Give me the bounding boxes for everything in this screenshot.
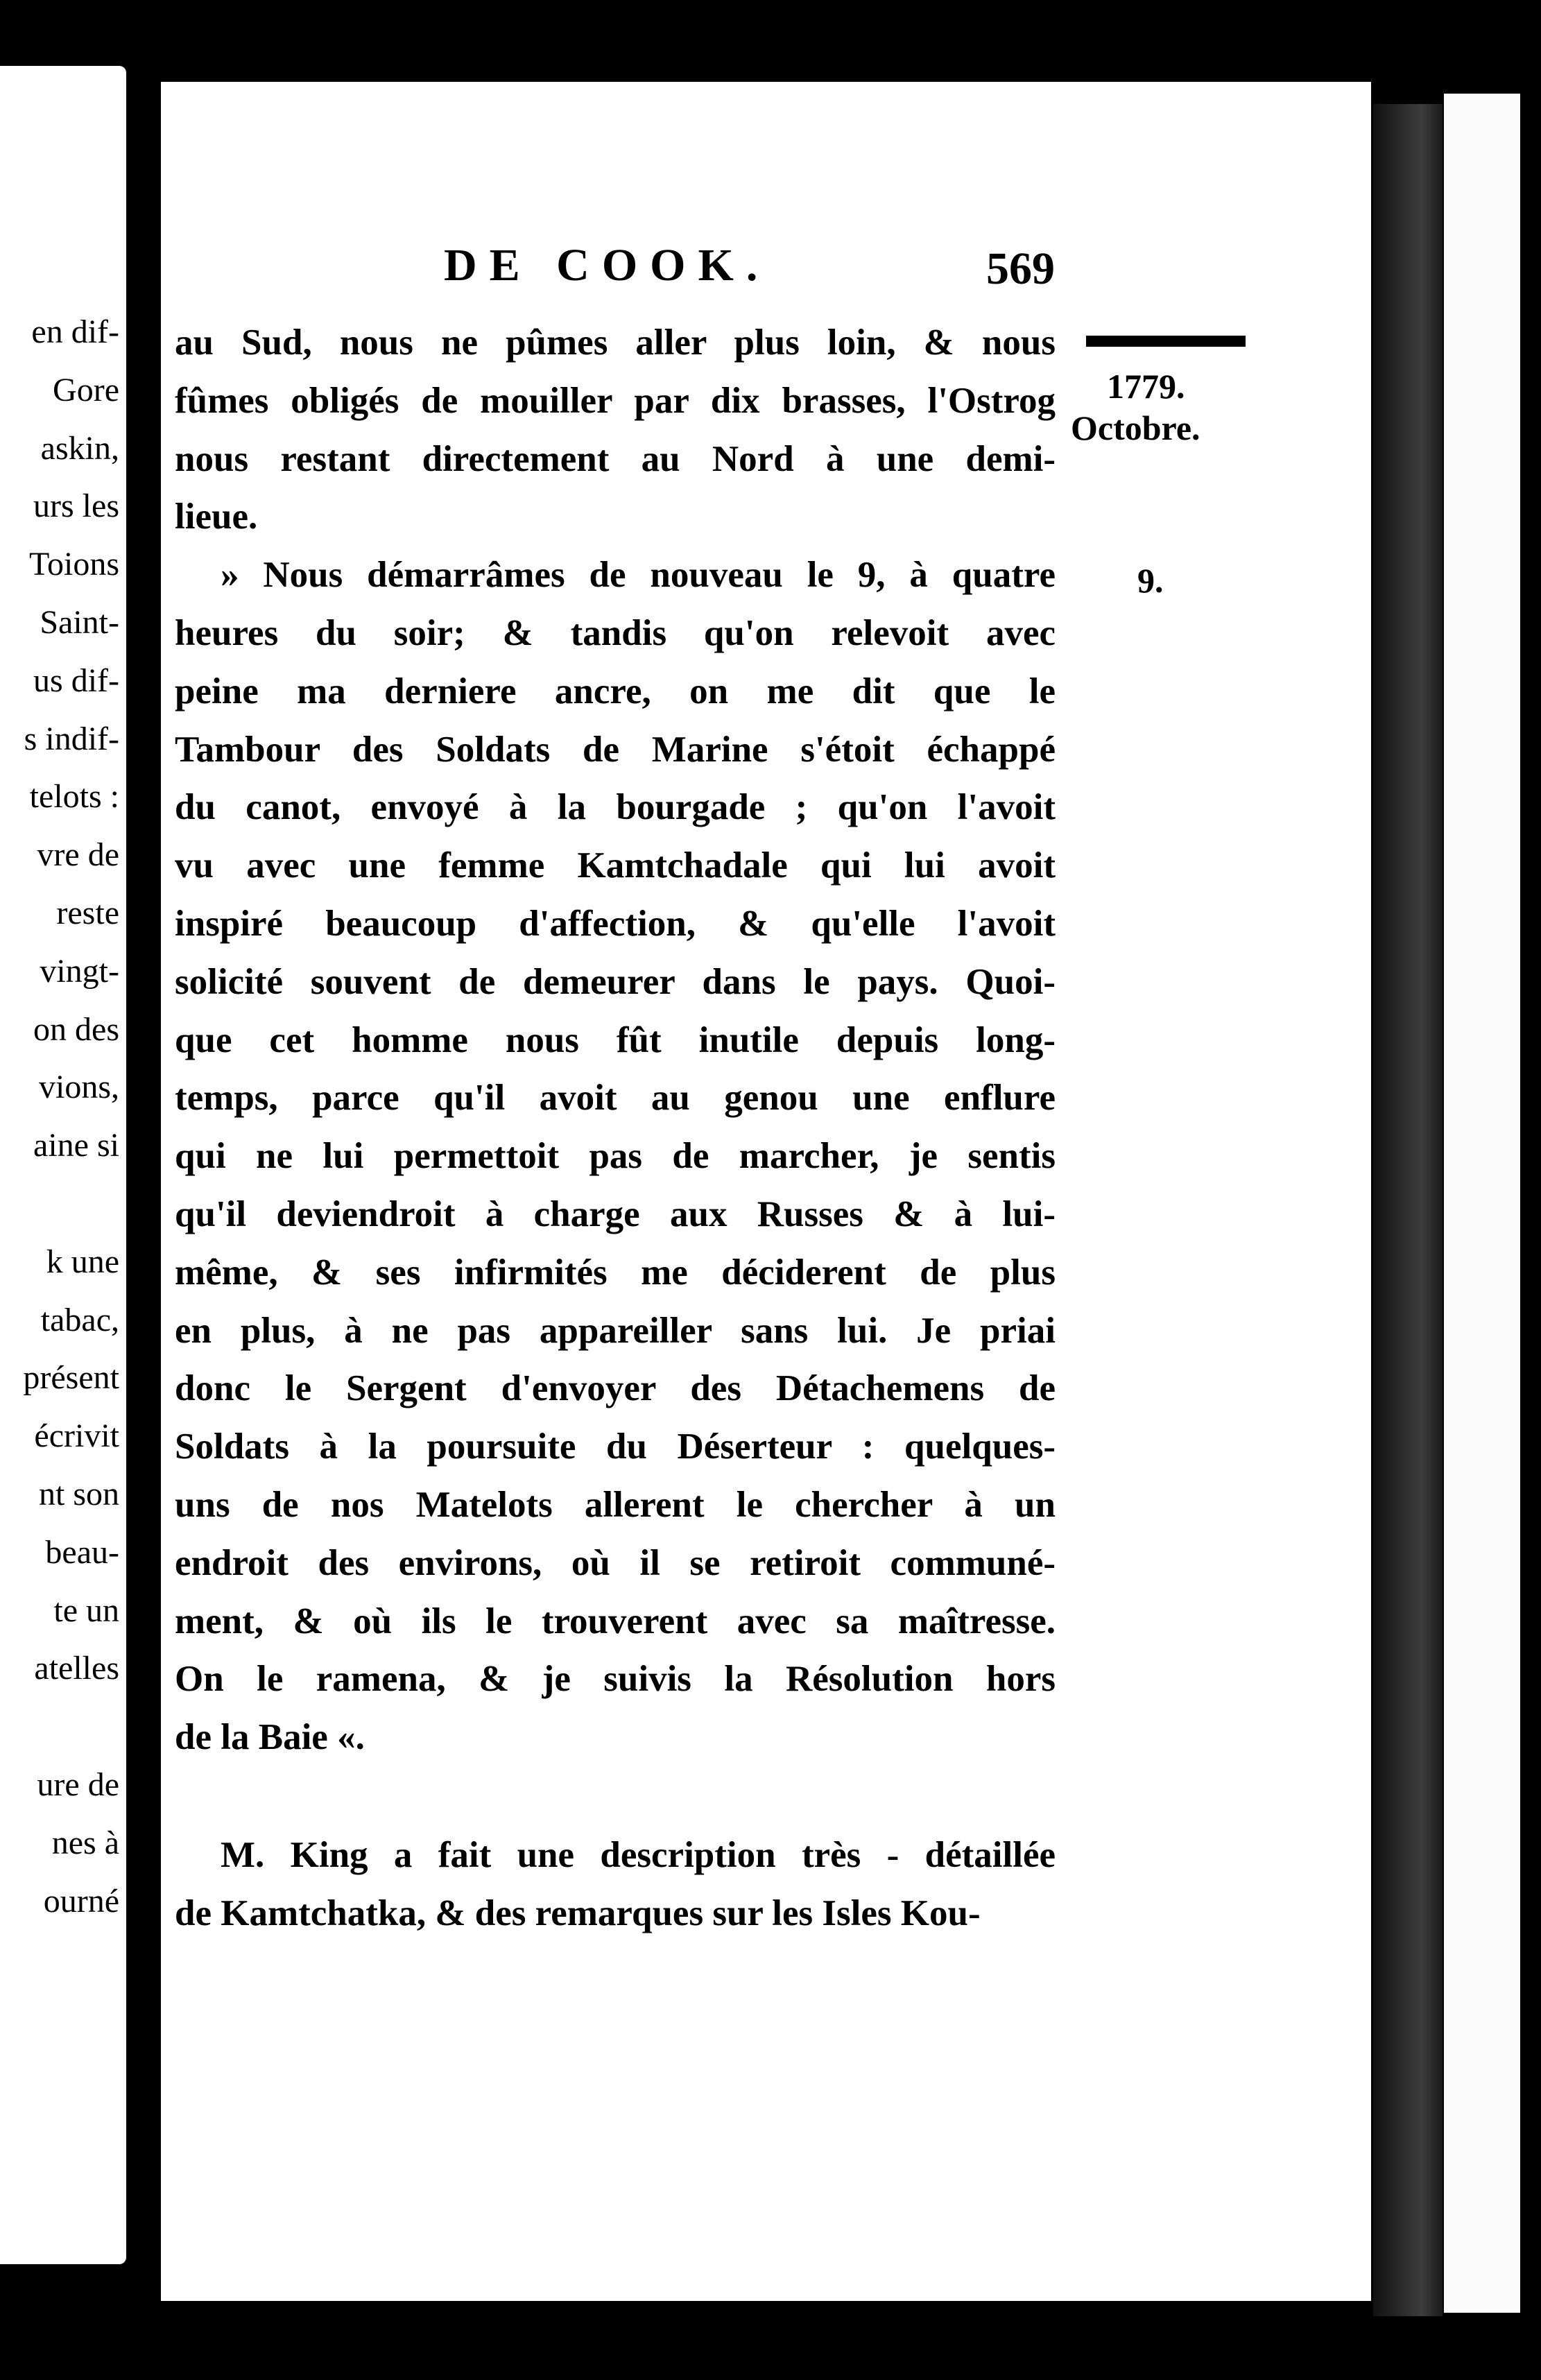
left-page-fragment: us dif- [33, 662, 119, 699]
left-page-fragment: reste [56, 895, 119, 931]
text-line: temps, parce qu'il avoit au genou une enflure [175, 1078, 1056, 1119]
left-page-fragment: te un [53, 1592, 119, 1629]
text-line: ment, & où ils le trouverent avec sa maîtresse. [175, 1601, 1056, 1641]
text-line: donc le Sergent d'envoyer des Détachemens de [175, 1368, 1056, 1409]
left-page-fragment: nt son [38, 1476, 119, 1512]
left-page-fragment: askin, [40, 429, 119, 467]
left-page-fragment: présent [23, 1359, 119, 1397]
text-line: lieue. [175, 497, 258, 537]
page-edge-shadow [1373, 104, 1443, 2316]
left-page-fragment: Saint- [40, 604, 119, 641]
text-line: vu avec une femme Kamtchadale qui lui avoit [175, 845, 1056, 886]
text-line: Soldats à la poursuite du Déserteur : quelques- [175, 1426, 1056, 1467]
margin-rule [1086, 336, 1246, 347]
text-line: On le ramena, & je suivis la Résolution hors [175, 1659, 1056, 1700]
margin-note-year: 1779. [1107, 367, 1185, 406]
left-page-fragment: vre de [37, 836, 119, 874]
left-page-fragment: s indif- [24, 720, 119, 757]
left-page-fragment: telots : [29, 778, 119, 816]
left-page-fragment: en dif- [31, 313, 119, 350]
left-page-fragment: ourné [43, 1882, 119, 1920]
left-page-fragment: aine si [33, 1127, 119, 1164]
text-line: uns de nos Matelots allerent le chercher à un [175, 1485, 1056, 1525]
text-line: qu'il deviendroit à charge aux Russes & à lui- [175, 1194, 1056, 1234]
text-line: Tambour des Soldats de Marine s'étoit échappé [175, 729, 1056, 770]
left-page-fragment: vingt- [40, 952, 119, 990]
left-page-fragment: Toions [29, 546, 119, 583]
text-line: peine ma derniere ancre, on me dit que le [175, 671, 1056, 712]
text-line: en plus, à ne pas appareiller sans lui. Je priai [175, 1310, 1056, 1351]
previous-page-edge [0, 66, 126, 2264]
text-line: » Nous démarrâmes de nouveau le 9, à quatre [221, 555, 1056, 596]
text-line: solicité souvent de demeurer dans le pays. Quoi- [175, 961, 1056, 1002]
next-page-edge [1444, 94, 1520, 2313]
margin-note-day: 9. [1137, 561, 1164, 600]
text-line: de Kamtchatka, & des remarques sur les Isles Kou- [175, 1892, 981, 1933]
left-page-fragment: atelles [34, 1650, 119, 1687]
left-page-fragment: on des [33, 1010, 119, 1048]
left-page-fragment: nes à [51, 1824, 119, 1861]
text-line: au Sud, nous ne pûmes aller plus loin, & nous [175, 322, 1056, 363]
text-line: que cet homme nous fût inutile depuis long- [175, 1019, 1056, 1060]
left-page-fragment: ure de [37, 1766, 119, 1803]
left-page-fragment: vions, [38, 1069, 119, 1106]
text-line: fûmes obligés de mouiller par dix brasses, l'Ostrog [175, 380, 1056, 421]
left-page-fragment: Gore [53, 371, 119, 408]
text-line: M. King a fait une description très - détaillée [221, 1835, 1056, 1875]
page-number: 569 [986, 243, 1055, 294]
text-line: de la Baie «. [175, 1717, 365, 1758]
margin-note-month: Octobre. [1071, 408, 1200, 447]
left-page-fragment: k une [46, 1243, 119, 1280]
text-line: heures du soir; & tandis qu'on relevoit avec [175, 613, 1056, 653]
text-line: du canot, envoyé à la bourgade ; qu'on l'avoit [175, 787, 1056, 828]
text-line: nous restant directement au Nord à une demi- [175, 438, 1056, 479]
text-line: même, & ses infirmités me déciderent de plus [175, 1252, 1056, 1293]
left-page-fragment: écrivit [34, 1417, 119, 1455]
left-page-fragment: tabac, [40, 1301, 119, 1338]
text-line: endroit des environs, où il se retiroit communé- [175, 1542, 1056, 1583]
left-page-fragment: beau- [45, 1533, 119, 1571]
left-page-fragment: urs les [33, 488, 119, 525]
text-line: inspiré beaucoup d'affection, & qu'elle l'avoit [175, 904, 1056, 944]
text-line: qui ne lui permettoit pas de marcher, je sentis [175, 1136, 1056, 1177]
running-title: DE COOK. [444, 240, 770, 291]
